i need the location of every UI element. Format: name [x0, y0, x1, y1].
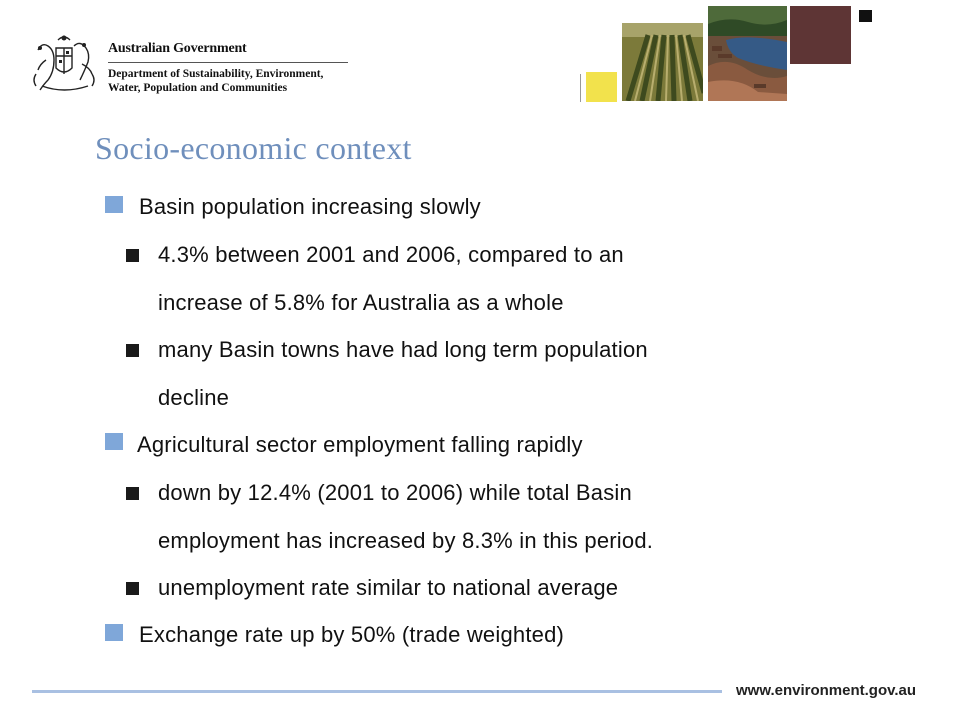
bullet-level2-text: many Basin towns have had long term population [158, 337, 648, 362]
square-bullet-icon [126, 487, 139, 500]
square-bullet-icon [105, 196, 123, 213]
footer-divider [32, 690, 722, 693]
bullet-level1-text: Basin population increasing slowly [139, 194, 481, 219]
bullet-level2-continuation: employment has increased by 8.3% in this period. [158, 528, 654, 553]
department-line-2: Water, Population and Communities [108, 82, 288, 94]
bullet-level1-text: Exchange rate up by 50% (trade weighted) [139, 622, 565, 647]
bullet-level2-text: 4.3% between 2001 and 2006, compared to an [158, 242, 624, 267]
bullet-level2-continuation: decline [158, 385, 230, 410]
square-bullet-icon [105, 624, 123, 641]
square-bullet-icon [105, 433, 123, 450]
bullet-level1-text: Agricultural sector employment falling rapidly [137, 432, 583, 457]
bullet-level2-continuation: increase of 5.8% for Australia as a whole [158, 290, 564, 315]
square-bullet-icon [126, 249, 139, 262]
department-line-1: Department of Sustainability, Environment, [108, 68, 324, 80]
footer-website-link[interactable]: www.environment.gov.au [736, 682, 917, 699]
bullet-level2-text: down by 12.4% (2001 to 2006) while total Basin [158, 480, 632, 505]
square-bullet-icon [126, 344, 139, 357]
square-bullet-icon [126, 582, 139, 595]
government-name: Australian Government [108, 41, 247, 56]
slide-title: Socio-economic context [95, 130, 412, 166]
bullet-level2-text: unemployment rate similar to national average [158, 575, 619, 600]
